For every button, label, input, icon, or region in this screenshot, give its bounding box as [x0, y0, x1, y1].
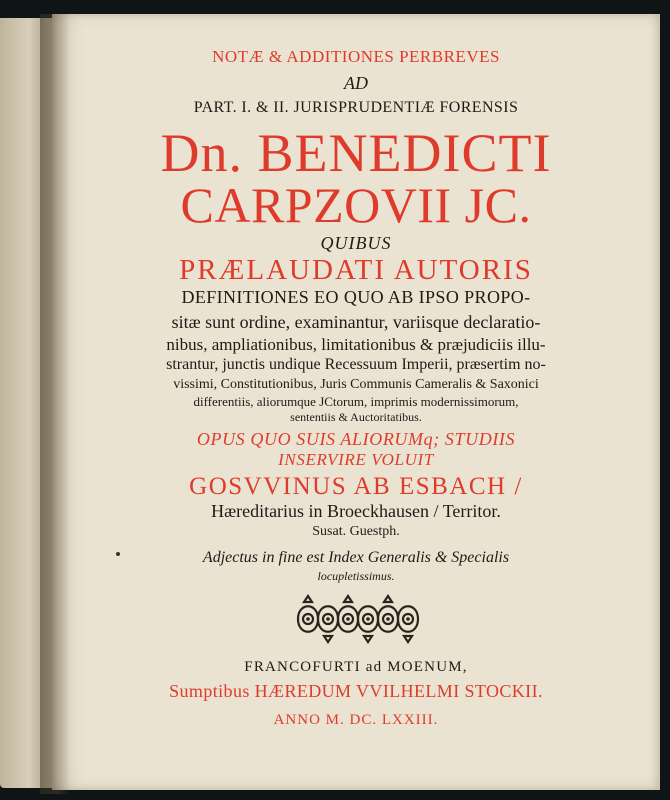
- title-line-opus: OPUS QUO SUIS ALIORUMq; STUDIIS: [196, 429, 516, 449]
- title-line-carpzovii: CARPZOVII JC.: [180, 177, 532, 233]
- imprint-place: FRANCOFURTI ad MOENUM,: [244, 659, 468, 675]
- imprint-publisher: Sumptibus HÆREDUM VVILHELMI STOCKII.: [169, 681, 543, 701]
- index-note: Adjectus in fine est Index Generalis & Specialis: [202, 549, 510, 566]
- author-name: GOSVVINUS AB ESBACH /: [189, 473, 523, 500]
- title-line-inservire: INSERVIRE VOLUIT: [278, 450, 434, 469]
- imprint-year: ANNO M. DC. LXXIII.: [273, 712, 439, 728]
- body-line-6: sententiis & Auctoritatibus.: [290, 410, 422, 424]
- body-line-4: vissimi, Constitutionibus, Juris Communis Cameralis & Saxonici: [173, 377, 539, 392]
- book-gutter: [40, 14, 70, 794]
- title-line-praelaudati: PRÆLAUDATI AUTORIS: [179, 254, 533, 286]
- ink-speck: [116, 552, 120, 556]
- title-line-quibus: QUIBUS: [320, 233, 392, 253]
- author-title: Hæreditarius in Broeckhausen / Territor.: [211, 501, 501, 521]
- body-line-5: differentiis, aliorumque JCtorum, imprimis modernissimorum,: [193, 394, 519, 409]
- body-line-1: sitæ sunt ordine, examinantur, variisque declaratio-: [171, 312, 541, 332]
- title-line-benedicti: Dn. BENEDICTI: [160, 123, 552, 183]
- title-page: [52, 14, 660, 790]
- body-line-3: strantur, junctis undique Recessuum Imperii, præsertim no-: [166, 356, 546, 373]
- title-line-ad: AD: [344, 73, 368, 93]
- title-line-part: PART. I. & II. JURISPRUDENTIÆ FORENSIS: [193, 99, 519, 116]
- printer-ornament-icon: [288, 592, 428, 646]
- title-line-definitiones: DEFINITIONES EO QUO AB IPSO PROPO-: [181, 287, 531, 307]
- body-line-2: nibus, ampliationibus, limitationibus & præjudiciis illu-: [166, 335, 546, 354]
- title-line-notae: NOTÆ & ADDITIONES PERBREVES: [212, 47, 500, 66]
- index-note-2: locupletissimus.: [317, 569, 395, 583]
- author-place: Susat. Guestph.: [312, 524, 400, 539]
